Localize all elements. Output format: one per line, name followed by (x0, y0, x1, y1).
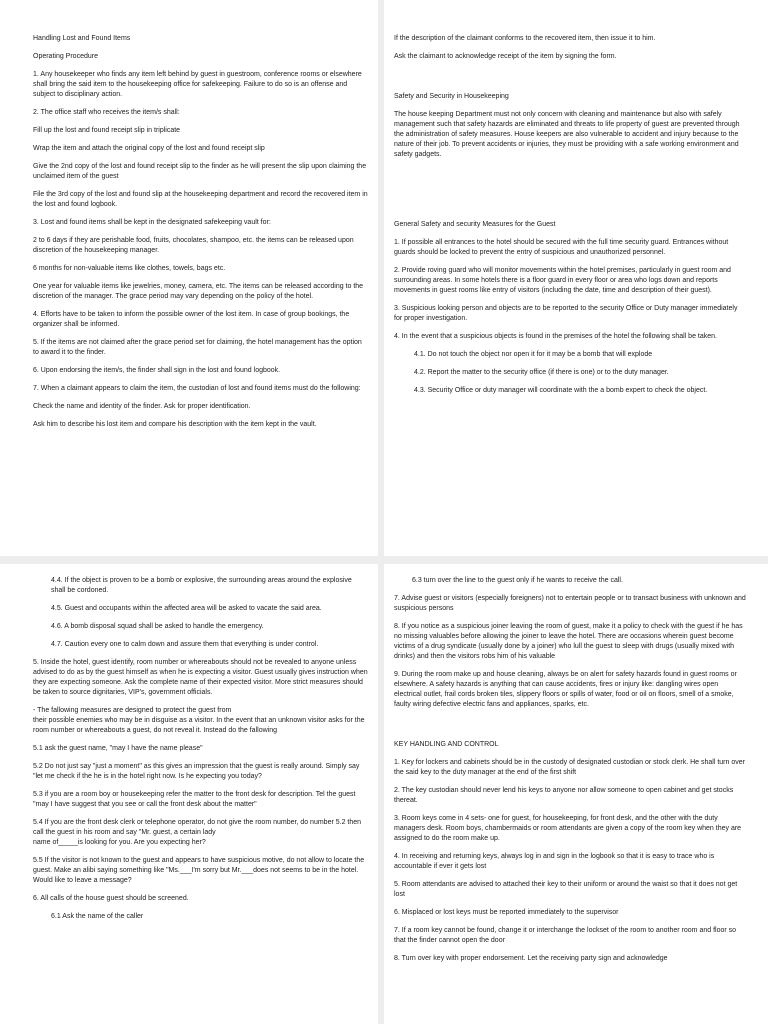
page-1-paragraph: Operating Procedure (33, 53, 98, 60)
document-page-2 (384, 0, 768, 556)
page-1-paragraph: 1. Any housekeeper who finds any item left behind by guest in guestroom, conference rooms or elsewhere shall bring the said item to the housekeeping office for safekeeping. Failure to do so is an offense and subject to disciplinary action. (33, 71, 362, 98)
page-3-body (33, 576, 368, 922)
page-2-paragraph: General Safety and security Measures for the Guest (394, 221, 556, 228)
page-3-paragraph: 5. Inside the hotel, guest identify, room number or whereabouts should not be revealed to anyone unless advised to do as by the guest himself as when he is expecting a visitor. Guest usually gives instruction when they are expecting someone. Ask the complete name of their expected visitor. More strict measures should be taken to source dignitaries, VIP's, government officials. (33, 659, 368, 696)
page-4-paragraph: 6. Misplaced or lost keys must be reported immediately to the supervisor (394, 909, 619, 916)
page-2-paragraph: 4.2. Report the matter to the security office (if there is one) or to the duty manager. (414, 369, 669, 376)
page-2-paragraph: Safety and Security in Housekeeping (394, 93, 509, 100)
page-4-paragraph: 2. The key custodian should never lend his keys to anyone nor allow someone to open cabinet and get stocks thereat. (394, 787, 734, 804)
page-4-body (394, 576, 746, 964)
page-4-paragraph: 8. If you notice as a suspicious joiner leaving the room of guest, make it a policy to check with the guest if he has no missing valuables before allowing the joiner to leave the hotel. There are occasions wherein guest become victims of a drug syndicate (usually done by a joiner) who lull the guest to sleep with drugs (usually mixed with drinks) and then the visitors robs him of his valuable (394, 623, 743, 660)
page-1-paragraph: 6 months for non-valuable items like clothes, towels, bags etc. (33, 265, 226, 272)
page-4-paragraph: 8. Turn over key with proper endorsement. Let the receiving party sign and acknowledge (394, 955, 668, 962)
page-4-paragraph: 6.3 turn over the line to the guest only if he wants to receive the call. (412, 577, 623, 584)
page-2-paragraph: 1. If possible all entrances to the hotel should be secured with the full time security guard. Entrances without guards should be locked to prevent the entry of suspicious and unauthorized personnel. (394, 239, 729, 256)
page-1-paragraph: 6. Upon endorsing the item/s, the finder shall sign in the lost and found logbook. (33, 367, 281, 374)
page-2-paragraph: If the description of the claimant conforms to the recovered item, then issue it to him. (394, 35, 656, 42)
page-1-paragraph: 2 to 6 days if they are perishable food, fruits, chocolates, shampoo, etc. the items can be released upon discretion of the housekeeping manager. (33, 237, 354, 254)
page-4-paragraph: 5. Room attendants are advised to attached their key to their uniform or around the waist so that it does not get lost (394, 881, 738, 898)
page-3-paragraph: 5.3 if you are a room boy or housekeeping refer the matter to the front desk for description. Tel the guest "may I have suggest that you see or call the front desk about the matter" (33, 791, 356, 808)
page-4-paragraph: 7. If a room key cannot be found, change it or interchange the lockset of the room to another room and floor so that the finder cannot open the door (394, 927, 737, 944)
document-page-1 (0, 0, 378, 556)
page-1-paragraph: One year for valuable items like jewelries, money, camera, etc. The items can be released according to the discretion of the manager. The grace period may vary depending on the policy of the hotel. (33, 283, 364, 300)
page-3-paragraph: 4.7. Caution every one to calm down and assure them that everything is under control. (51, 641, 319, 648)
page-4-paragraph: 4. In receiving and returning keys, always log in and sign in the logbook so that it is easy to trace who is accountable if ever it gets lost (394, 853, 715, 870)
page-1-paragraph: 7. When a claimant appears to claim the item, the custodian of lost and found items must do the following: (33, 385, 361, 392)
page-1-paragraph: 4. Efforts have to be taken to inform the possible owner of the lost item. In case of group bookings, the organizer shall be informed. (33, 311, 350, 328)
page-3-paragraph: 6.1 Ask the name of the caller (51, 913, 144, 920)
page-2-paragraph: 4. In the event that a suspicious objects is found in the premises of the hotel the following shall be taken. (394, 333, 717, 340)
page-1-body (33, 34, 368, 430)
page-1-paragraph: Ask him to describe his lost item and compare his description with the item kept in the vault. (33, 421, 317, 428)
page-1-paragraph: Give the 2nd copy of the lost and found receipt slip to the finder as he will present the slip upon claiming the unclaimed item of the guest (33, 163, 367, 180)
page-3-paragraph: 5.2 Do not just say "just a moment" as this gives an impression that the guest is really around. Simply say "let me check if the he is in the hotel right now. Is he expecting you today? (33, 763, 360, 780)
page-2-paragraph: The house keeping Department must not only concern with cleaning and maintenance but also with safely management such that safety hazards are eliminated and threats to life property of guest are prevented through the administration of safety measures. House keepers are also vulnerable to accident and injury because to the nature of their job. To prevent accidents or injuries, they must be providing with a safe working environment and safety gadgets. (394, 111, 740, 158)
page-1-paragraph: File the 3rd copy of the lost and found slip at the housekeeping department and record the recovered item in the lost and found logbook. (33, 191, 368, 208)
page-2-paragraph: 4.3. Security Office or duty manager will coordinate with the a bomb expert to check the object. (414, 387, 708, 394)
page-4-paragraph: 1. Key for lockers and cabinets should be in the custody of designated custodian or stock clerk. He shall turn over the said key to the duty manager at the end of the first shift (394, 759, 745, 776)
page-3-paragraph: 4.6. A bomb disposal squad shall be asked to handle the emergency. (51, 623, 264, 630)
page-3-paragraph: 4.5. Guest and occupants within the affected area will be asked to vacate the said area. (51, 605, 322, 612)
page-4-paragraph: 3. Room keys come in 4 sets- one for guest, for housekeeping, for front desk, and the other with the duty managers desk. Room boys, chambermaids or room attendants are given a copy of the room key when they are assigned to do the room make up. (394, 815, 742, 842)
page-2-paragraph: 3. Suspicious looking person and objects are to be reported to the security Office or Duty manager immediately for proper investigation. (394, 305, 738, 322)
page-1-paragraph: Handling Lost and Found Items (33, 35, 131, 42)
page-1-paragraph: 5. If the items are not claimed after the grace period set for claiming, the hotel management has the option to award it to the finder. (33, 339, 362, 356)
page-2-paragraph: Ask the claimant to acknowledge receipt of the item by signing the form. (394, 53, 617, 60)
page-4-paragraph: 7. Advise guest or visitors (especially foreigners) not to entertain people or to transact business with unknown and suspicious persons (394, 595, 746, 612)
page-1-paragraph: Fill up the lost and found receipt slip in triplicate (33, 127, 181, 134)
page-2-paragraph: 2. Provide roving guard who will monitor movements within the hotel premises, particularly in guest room and surrounding areas. In some hotels there is a floor guard in every floor or area who logs down and reports movements in guest rooms like entry of visitors (including the date, time and description of their guest). (394, 267, 731, 294)
page-1-paragraph: Wrap the item and attach the original copy of the lost and found receipt slip (33, 145, 265, 152)
page-1-paragraph: 2. The office staff who receives the item/s shall: (33, 109, 180, 116)
page-2-paragraph: 4.1. Do not touch the object nor open it for it may be a bomb that will explode (414, 351, 653, 358)
page-1-paragraph: 3. Lost and found items shall be kept in the designated safekeeping vault for: (33, 219, 271, 226)
document-page-4 (384, 564, 768, 1024)
page-1-paragraph: Check the name and identity of the finder. Ask for proper identification. (33, 403, 251, 410)
page-3-paragraph: 5.1 ask the guest name, "may I have the name please" (33, 745, 203, 752)
page-4-paragraph: 9. During the room make up and house cleaning, always be on alert for safety hazards found in guest rooms or elsewhere. A safety hazards is anything that can cause accidents, fires or injury like: dangling wires open electrical outlet, frail cords broken tiles, slippery floors or spills of water, food or oil on floors, smell of a smoke, faulty wiring defective electric fans and appliances, sparks, etc. (394, 671, 737, 708)
page-4-paragraph: KEY HANDLING AND CONTROL (394, 741, 499, 748)
page-2-body (394, 34, 746, 396)
document-page-3 (0, 564, 378, 1024)
page-3-paragraph: 5.5 If the visitor is not known to the guest and appears to have suspicious motive, do not allow to locate the guest. Make an alibi saying something like "Ms.___I'm sorry but Mr.___does not seems to be in the hotel. Would like to leave a message? (33, 857, 365, 884)
page-3-paragraph: - The fallowing measures are designed to protect the guest from their possible enemies who may be in disguise as a visitor. In the event that an unknown visitor asks for the room number or whereabouts a guest, do not reveal it. Instead do the fallowing (33, 707, 365, 734)
page-3-paragraph: 5.4 If you are the front desk clerk or telephone operator, do not give the room number, do number 5.2 then call the guest in his room and say "Mr. guest, a certain lady name of_____is looking for you. Are you expecting her? (33, 819, 362, 846)
page-3-paragraph: 4.4. If the object is proven to be a bomb or explosive, the surrounding areas around the explosive shall be cordoned. (51, 577, 352, 594)
page-3-paragraph: 6. All calls of the house guest should be screened. (33, 895, 189, 902)
